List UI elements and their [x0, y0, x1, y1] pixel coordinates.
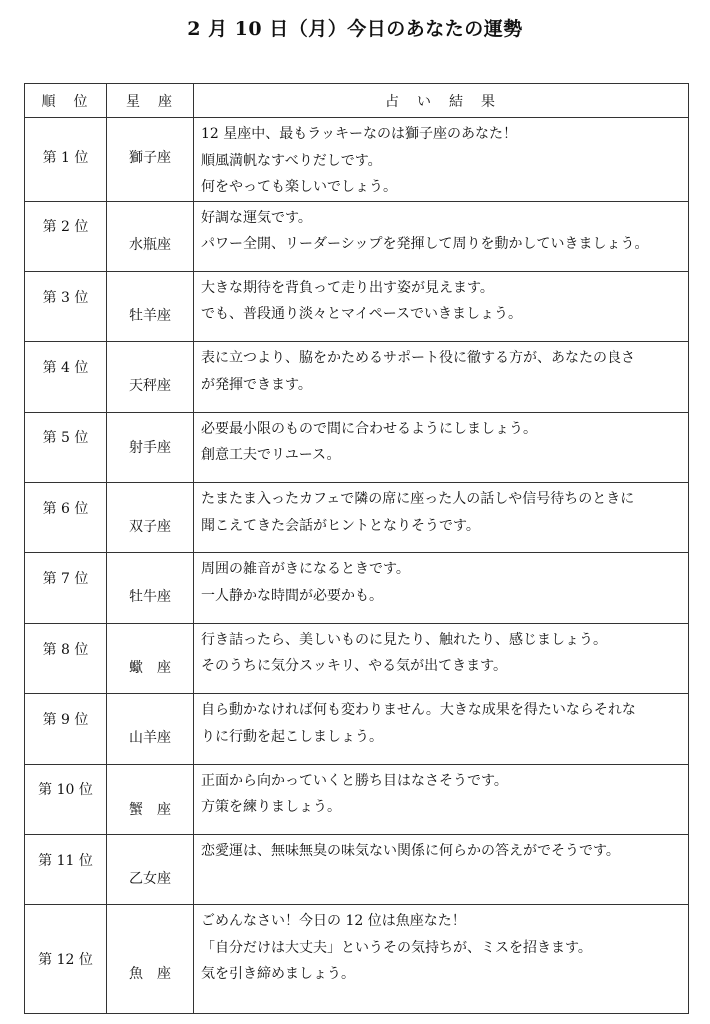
result-line: 周囲の雑音がきになるときです。 — [201, 561, 410, 578]
result-line: りに行動を起こしましょう。 — [201, 728, 383, 745]
sign-label: 牡牛座 — [129, 589, 171, 606]
sign-cell — [107, 623, 194, 693]
header-result: 占 い 結 果 — [194, 84, 689, 118]
rank-cell — [25, 412, 107, 482]
rank-label: 第 5 位 — [42, 430, 89, 447]
result-cell — [194, 201, 689, 271]
rank-label: 第 4 位 — [42, 359, 89, 376]
rank-label: 第 1 位 — [42, 150, 89, 167]
result-line: 大きな期待を背負って走り出す姿が見えます。 — [201, 279, 494, 296]
result-line: 順風満帆なすべりだしです。 — [201, 152, 382, 169]
sign-cell — [107, 553, 194, 623]
rank-cell — [25, 905, 107, 1014]
rank-cell — [25, 483, 107, 553]
result-line: 必要最小限のもので間に合わせるようにしましょう。 — [201, 420, 537, 437]
sign-label: 天秤座 — [129, 377, 171, 394]
table-header-row — [25, 84, 689, 118]
rank-cell — [25, 694, 107, 764]
rank-label: 第 6 位 — [42, 500, 89, 517]
sign-label: 魚 座 — [129, 966, 171, 983]
fortune-table — [24, 83, 689, 1014]
table-row — [25, 342, 689, 412]
sign-cell — [107, 905, 194, 1014]
sign-cell — [107, 694, 194, 764]
result-cell — [194, 764, 689, 834]
result-line: 聞こえてきた会話がヒントとなりそうです。 — [201, 517, 480, 534]
table-row — [25, 412, 689, 482]
result-cell — [194, 553, 689, 623]
rank-cell — [25, 342, 107, 412]
table-row — [25, 905, 689, 1014]
table-row — [25, 623, 689, 693]
result-cell — [194, 342, 689, 412]
rank-label: 第 10 位 — [38, 782, 93, 799]
rank-label: 第 9 位 — [42, 711, 89, 728]
sign-cell — [107, 201, 194, 271]
sign-label: 水瓶座 — [129, 237, 171, 254]
table-row — [25, 118, 689, 202]
result-cell — [194, 483, 689, 553]
sign-label: 射手座 — [129, 440, 171, 457]
result-line: 好調な運気です。 — [201, 209, 312, 226]
sign-label: 乙女座 — [129, 870, 171, 887]
rank-label: 第 7 位 — [42, 571, 89, 588]
result-line: そのうちに気分スッキリ、やる気が出てきます。 — [201, 658, 508, 675]
result-line: 「自分だけは大丈夫」というその気持ちが、ミスを招きます。 — [201, 939, 592, 956]
rank-cell — [25, 553, 107, 623]
rank-cell — [25, 623, 107, 693]
result-line: 行き詰ったら、美しいものに見たり、触れたり、感じましょう。 — [201, 631, 607, 648]
result-cell — [194, 623, 689, 693]
sign-cell — [107, 483, 194, 553]
sign-label: 蠍 座 — [129, 659, 171, 676]
sign-label: 獅子座 — [129, 150, 171, 167]
rank-cell — [25, 271, 107, 341]
rank-label: 第 2 位 — [42, 219, 89, 236]
table-row — [25, 553, 689, 623]
sign-cell — [107, 835, 194, 905]
table-row — [25, 835, 689, 905]
sign-label: 山羊座 — [129, 729, 171, 746]
page-title: 2 月 10 日（月）今日のあなたの運勢 — [187, 18, 523, 40]
sign-cell — [107, 118, 194, 202]
result-line: 表に立つより、脇をかためるサポート役に徹する方が、あなたの良さ — [201, 350, 635, 367]
result-line: 気を引き締めましょう。 — [201, 966, 355, 983]
table-row — [25, 764, 689, 834]
table-row — [25, 483, 689, 553]
fortune-table-body — [25, 118, 689, 1014]
rank-cell — [25, 835, 107, 905]
result-cell — [194, 835, 689, 905]
result-line: 12 星座中、最もラッキーなのは獅子座のあなた！ — [201, 126, 517, 142]
sign-label: 双子座 — [129, 518, 171, 535]
sign-cell — [107, 412, 194, 482]
rank-label: 第 12 位 — [38, 952, 93, 969]
result-line: 方策を練りましょう。 — [201, 799, 341, 816]
result-cell — [194, 412, 689, 482]
sign-label: 蟹 座 — [129, 802, 171, 819]
header-sign: 星 座 — [107, 84, 194, 118]
result-line: でも、普段通り淡々とマイペースでいきましょう。 — [201, 306, 523, 323]
result-line: 自ら動かなければ何も変わりません。大きな成果を得たいならそれな — [201, 702, 636, 719]
rank-label: 第 3 位 — [42, 289, 89, 306]
result-line: 正面から向かっていくと勝ち目はなさそうです。 — [201, 772, 508, 789]
rank-cell — [25, 201, 107, 271]
rank-cell — [25, 118, 107, 202]
result-line: 創意工夫でリユース。 — [201, 447, 341, 464]
sign-cell — [107, 764, 194, 834]
result-cell — [194, 905, 689, 1014]
sign-label: 牡羊座 — [129, 307, 171, 324]
rank-label: 第 8 位 — [42, 641, 89, 658]
rank-label: 第 11 位 — [38, 852, 93, 869]
result-line: 何をやっても楽しいでしょう。 — [201, 179, 397, 195]
table-row — [25, 694, 689, 764]
result-cell — [194, 118, 689, 202]
result-line: が発揮できます。 — [201, 376, 312, 393]
result-line: たまたま入ったカフェで隣の席に座った人の話しや信号待ちのときに — [201, 491, 635, 508]
result-cell — [194, 694, 689, 764]
result-cell — [194, 271, 689, 341]
result-line: 一人静かな時間が必要かも。 — [201, 587, 383, 604]
table-row — [25, 271, 689, 341]
result-line: ごめんなさい！今日の 12 位は魚座なた！ — [201, 913, 466, 930]
table-row — [25, 201, 689, 271]
sign-cell — [107, 342, 194, 412]
result-line: 恋愛運は、無味無臭の味気ない関係に何らかの答えがでそうです。 — [201, 843, 620, 860]
result-line: パワー全開、リーダーシップを発揮して周りを動かしていきましょう。 — [201, 236, 649, 252]
header-rank: 順 位 — [25, 84, 107, 118]
sign-cell — [107, 271, 194, 341]
rank-cell — [25, 764, 107, 834]
